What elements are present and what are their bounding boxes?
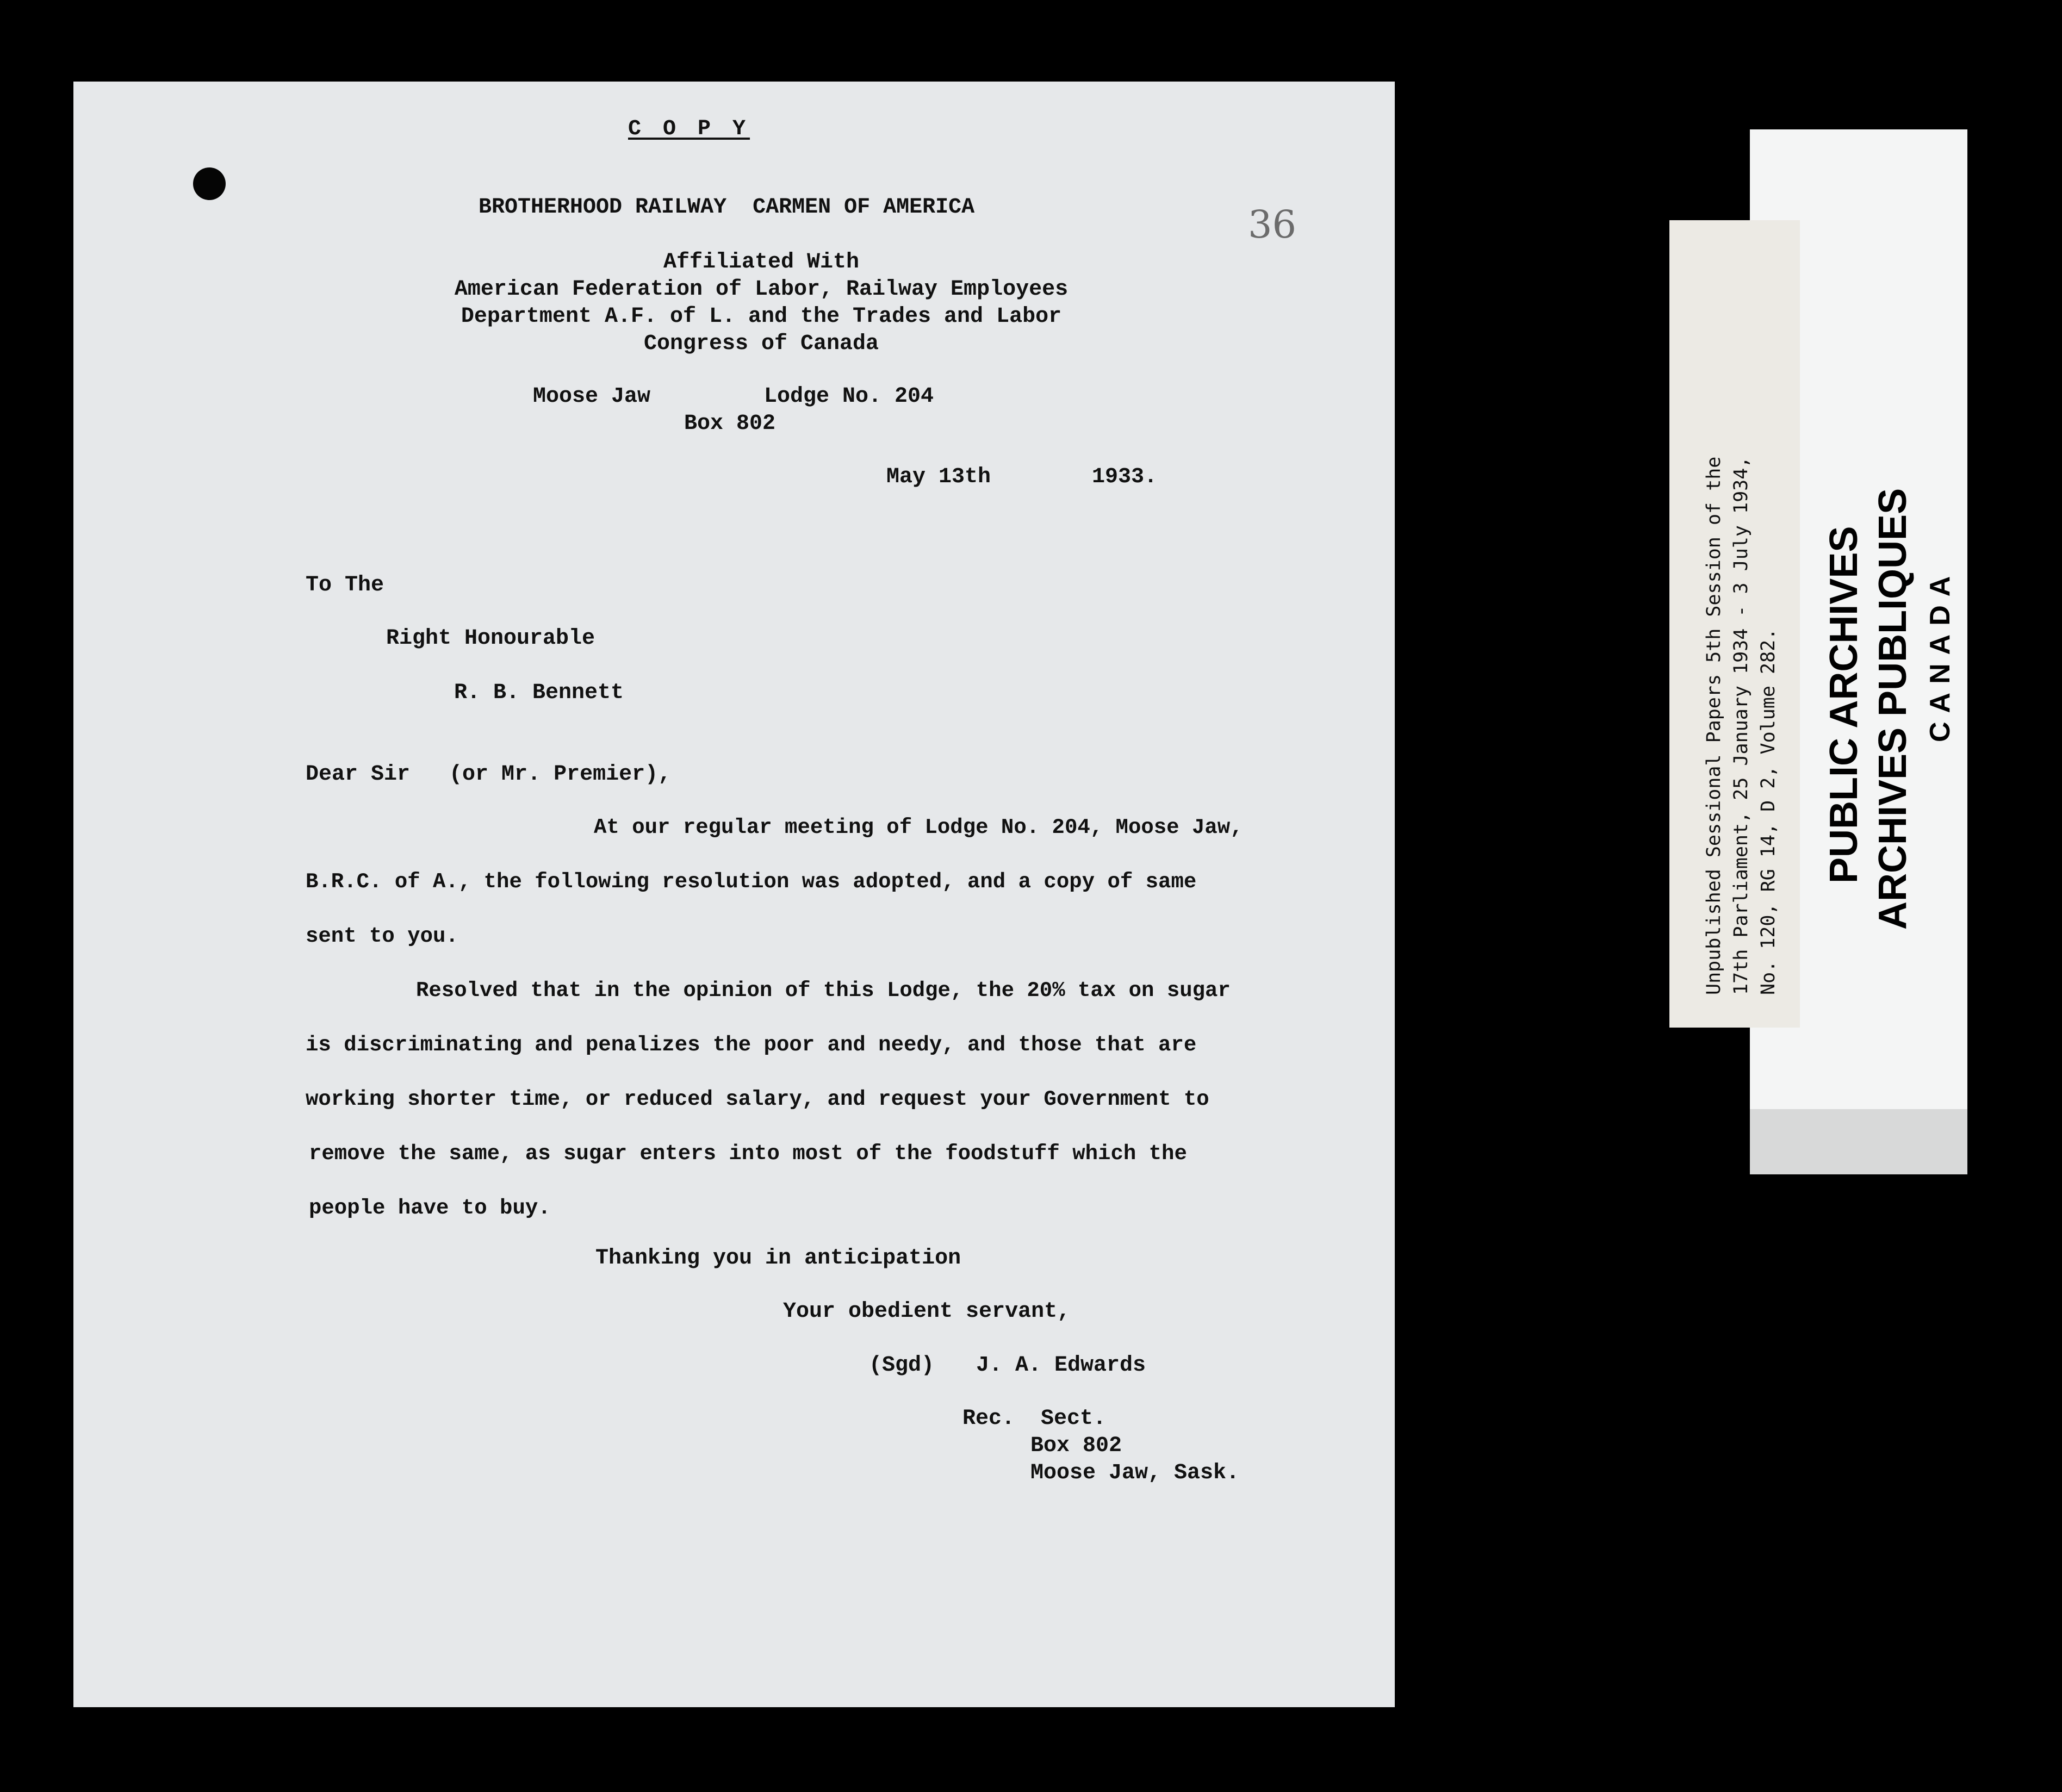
body-line: is discriminating and penalizes the poor and needy, and those that are [306, 1033, 1197, 1057]
org-name: BROTHERHOOD RAILWAY CARMEN OF AMERICA [479, 195, 975, 220]
session-line-1: Unpublished Sessional Papers 5th Session of the [1703, 456, 1725, 995]
archive-label-edge [1750, 1109, 1967, 1174]
signer-title: Rec. Sect. [962, 1407, 1107, 1431]
body-line: Resolved that in the opinion of this Lodge, the 20% tax on sugar [416, 979, 1231, 1003]
body-line: sent to you. [306, 924, 458, 948]
archive-name-french: ARCHIVES PUBLIQUES [1871, 488, 1915, 930]
addressee-line-2: Right Honourable [386, 626, 595, 651]
session-line-2: 17th Parliament, 25 January 1934 - 3 July 1934, [1730, 456, 1752, 995]
valediction: Your obedient servant, [783, 1299, 1071, 1324]
date-day: May 13th [886, 465, 991, 489]
session-line-3: No. 120, RG 14, D 2, Volume 282. [1757, 628, 1779, 995]
city: Moose Jaw [533, 384, 651, 409]
salutation: Dear Sir (or Mr. Premier), [306, 762, 672, 787]
body-line: working shorter time, or reduced salary, and request your Government to [306, 1087, 1209, 1111]
body-line: At our regular meeting of Lodge No. 204, Moose Jaw, [594, 816, 1243, 839]
signer-box: Box 802 [1030, 1434, 1122, 1458]
date-year: 1933. [1092, 465, 1158, 489]
addressee-line-1: To The [306, 573, 384, 598]
punch-hole [193, 167, 226, 200]
affiliated-line-4: Congress of Canada [643, 332, 879, 356]
signer-city: Moose Jaw, Sask. [1030, 1461, 1240, 1485]
affiliated-line-3: Department A.F. of L. and the Trades and Labor [461, 304, 1062, 329]
copy-heading: C O P Y [628, 117, 750, 141]
body-line: remove the same, as sugar enters into most of the foodstuff which the [309, 1142, 1187, 1166]
lodge-number: Lodge No. 204 [764, 384, 934, 409]
addressee-line-3: R. B. Bennett [454, 681, 624, 705]
body-line: people have to buy. [309, 1196, 551, 1220]
body-line: B.R.C. of A., the following resolution was adopted, and a copy of same [306, 870, 1197, 894]
archive-country: CANADA [1924, 567, 1956, 742]
box-number: Box 802 [684, 412, 776, 436]
page-number: 36 [1248, 202, 1297, 247]
affiliated-line-1: Affiliated With [663, 250, 860, 275]
signer-name: J. A. Edwards [976, 1353, 1146, 1378]
signed-marker: (Sgd) [869, 1353, 935, 1378]
closing: Thanking you in anticipation [595, 1246, 961, 1271]
archive-name-english: PUBLIC ARCHIVES [1822, 526, 1866, 883]
affiliated-line-2: American Federation of Labor, Railway Employees [454, 277, 1069, 302]
